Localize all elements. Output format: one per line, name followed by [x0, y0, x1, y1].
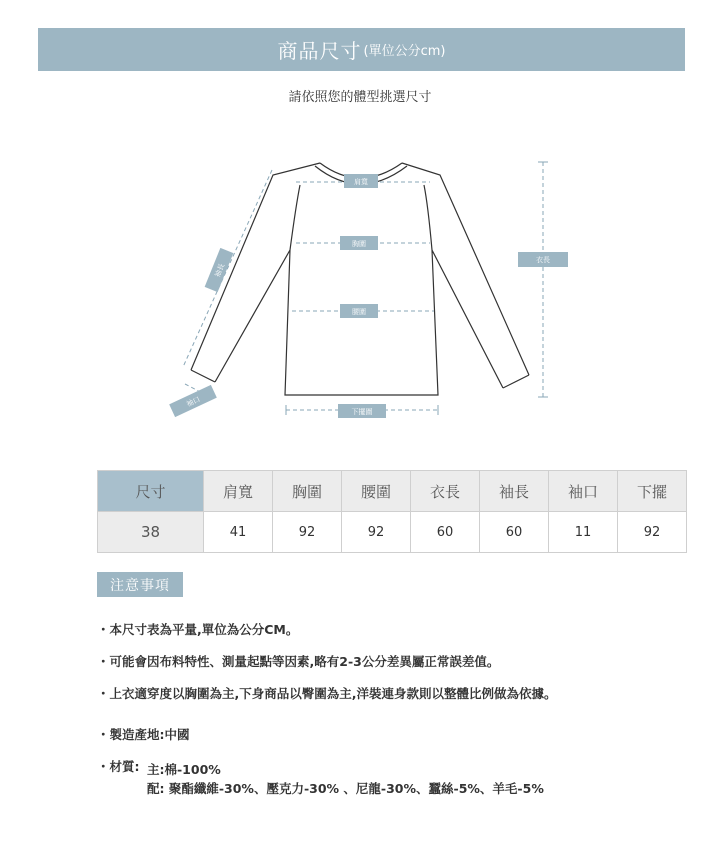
header-cell: 腰圍 — [342, 471, 411, 512]
value-cell: 11 — [549, 512, 618, 553]
svg-text:衣長: 衣長 — [536, 256, 550, 264]
label-hem — [338, 404, 386, 418]
header-cell: 尺寸 — [98, 471, 204, 512]
header-cell: 下擺 — [618, 471, 687, 512]
measure-ticks — [286, 162, 548, 415]
value-cell: 92 — [273, 512, 342, 553]
note-item: ・上衣適穿度以胸圍為主,下身商品以臀圍為主,洋裝連身款則以整體比例做為依據。 — [97, 686, 557, 701]
header-cell: 袖口 — [549, 471, 618, 512]
size-table — [97, 470, 687, 553]
svg-text:胸圍: 胸圍 — [352, 240, 366, 248]
table-row — [98, 512, 687, 553]
header-cell: 肩寬 — [204, 471, 273, 512]
header-cell: 胸圍 — [273, 471, 342, 512]
origin-note: ・製造產地:中國 — [97, 727, 190, 742]
note-item: ・本尺寸表為平量,單位為公分CM。 — [97, 622, 299, 637]
material-sub: 配: 聚酯纖維-30%、壓克力-30% 、尼龍-30%、蠶絲-5%、羊毛-5% — [147, 781, 544, 796]
label-length — [518, 252, 568, 267]
sweater-outline — [191, 163, 529, 395]
note-item: ・可能會因布料特性、測量起點等因素,略有2-3公分差異屬正常誤差值。 — [97, 654, 500, 669]
svg-text:腰圍: 腰圍 — [352, 308, 366, 316]
label-shoulder — [344, 174, 378, 188]
subtitle: 請依照您的體型挑選尺寸 — [288, 90, 432, 105]
svg-text:袖長: 袖長 — [213, 262, 227, 279]
unit-label: (單位公分cm) — [363, 44, 446, 59]
value-cell: 60 — [480, 512, 549, 553]
svg-text:肩寬: 肩寬 — [354, 178, 368, 186]
notes-title: 注意事項 — [97, 572, 183, 597]
header-cell: 衣長 — [411, 471, 480, 512]
svg-text:袖口: 袖口 — [185, 395, 202, 409]
value-cell: 92 — [342, 512, 411, 553]
header-cell: 袖長 — [480, 471, 549, 512]
value-cell: 60 — [411, 512, 480, 553]
material-label: ・材質: — [97, 759, 140, 774]
value-cell: 41 — [204, 512, 273, 553]
label-chest — [340, 236, 378, 250]
label-waist — [340, 304, 378, 318]
size-cell: 38 — [98, 512, 204, 553]
value-cell: 92 — [618, 512, 687, 553]
label-cuff — [169, 385, 217, 417]
size-table-header-row — [98, 471, 687, 512]
page-title: 商品尺寸 — [277, 39, 362, 63]
material-main: 主:棉-100% — [147, 762, 221, 777]
label-sleeve — [205, 248, 234, 292]
svg-text:下擺圍: 下擺圍 — [351, 408, 373, 416]
